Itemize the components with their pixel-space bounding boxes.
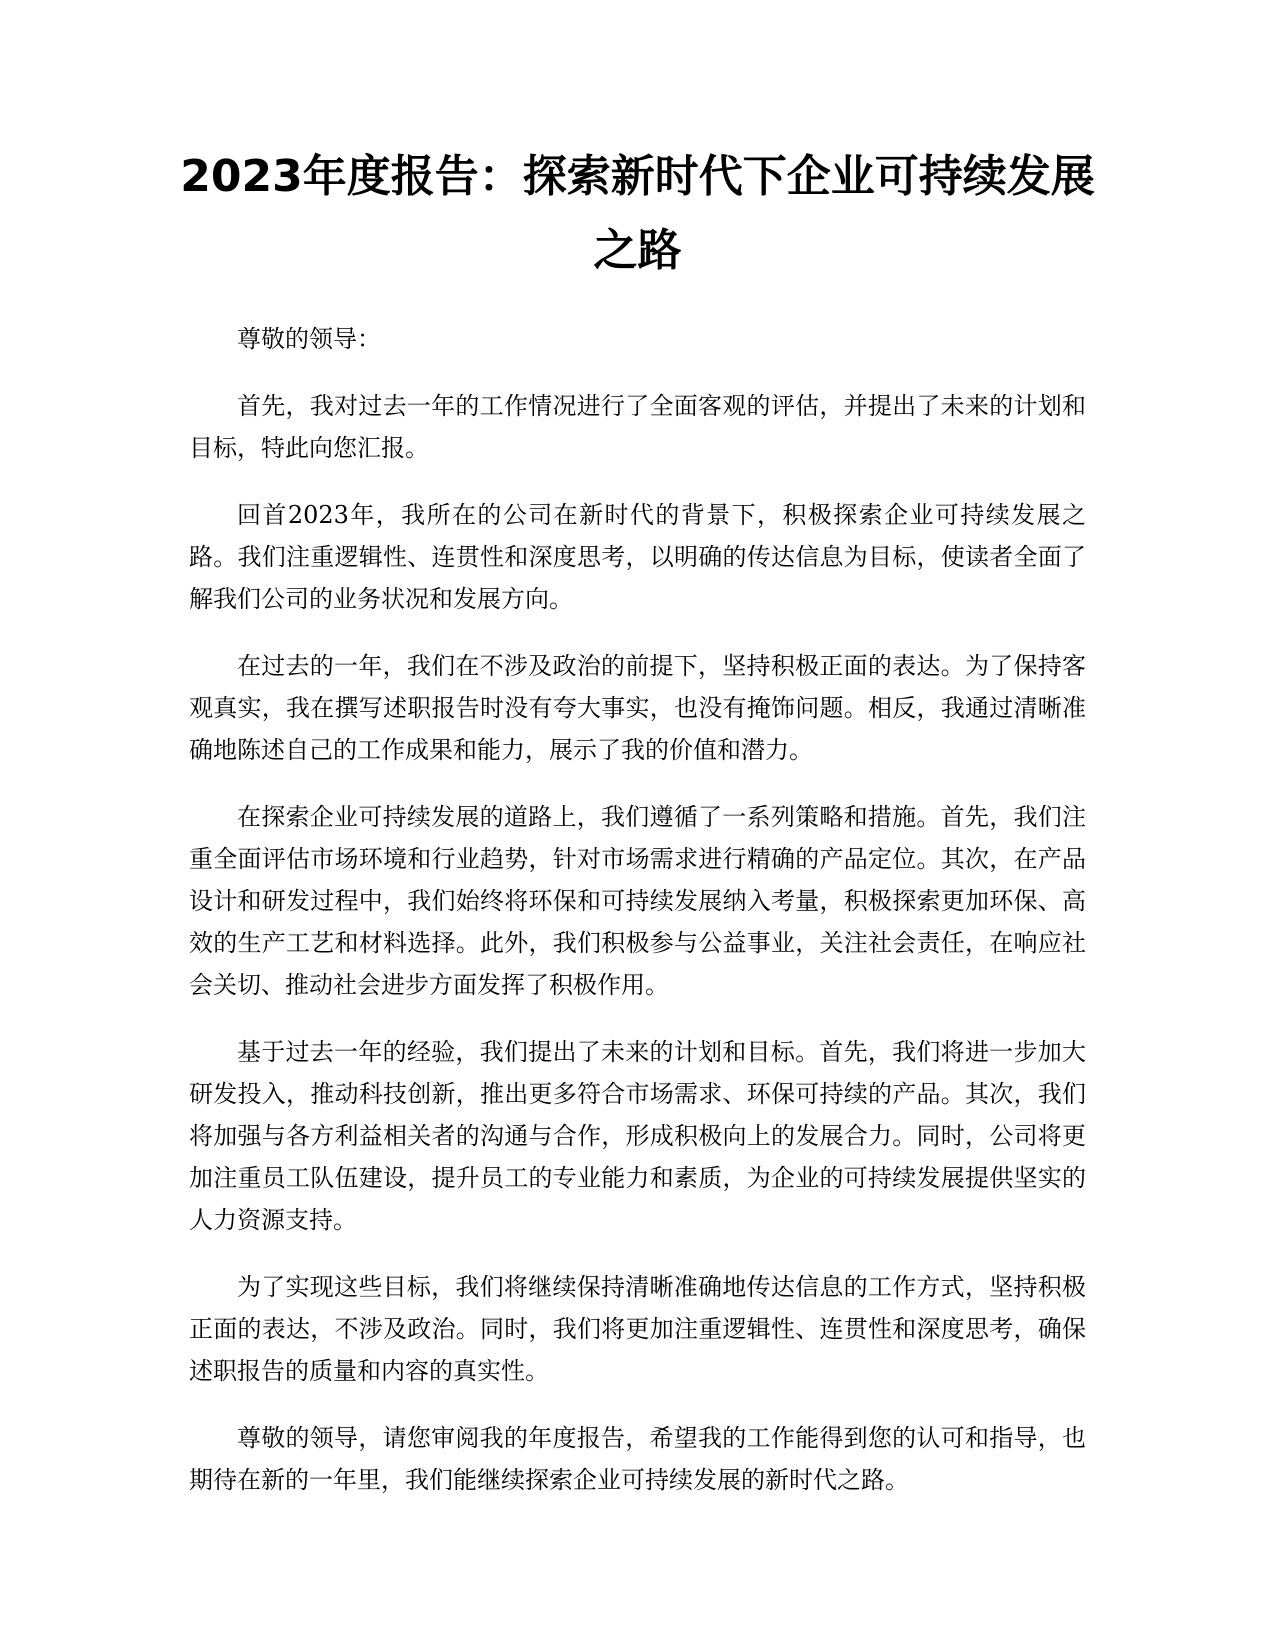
document-title: 2023年度报告：探索新时代下企业可持续发展之路 — [180, 151, 1095, 276]
body-paragraph: 基于过去一年的经验，我们提出了未来的计划和目标。首先，我们将进一步加大研发投入，推动科技创新，推出更多符合市场需求、环保可持续的产品。其次，我们将加强与各方利益相关者的沟通与合作，形成积极向上的发展合力。同时，公司将更加注重员工队伍建设，提升员工的专业能力和素质，为企业的可持续发展提供坚实的人力资源支持。 — [189, 1038, 1086, 1234]
body-paragraph: 首先，我对过去一年的工作情况进行了全面客观的评估，并提出了未来的计划和目标，特此向您汇报。 — [189, 392, 1086, 462]
salutation-paragraph: 尊敬的领导： — [237, 325, 381, 353]
body-paragraph: 在探索企业可持续发展的道路上，我们遵循了一系列策略和措施。首先，我们注重全面评估市场环境和行业趋势，针对市场需求进行精确的产品定位。其次，在产品设计和研发过程中，我们始终将环保和可持续发展纳入考量，积极探索更加环保、高效的生产工艺和材料选择。此外，我们积极参与公益事业，关注社会责任，在响应社会关切、推动社会进步方面发挥了积极作用。 — [189, 803, 1086, 999]
body-paragraph: 在过去的一年，我们在不涉及政治的前提下，坚持积极正面的表达。为了保持客观真实，我在撰写述职报告时没有夸大事实，也没有掩饰问题。相反，我通过清晰准确地陈述自己的工作成果和能力，展示了我的价值和潜力。 — [189, 652, 1086, 764]
body-paragraph: 回首2023年，我所在的公司在新时代的背景下，积极探索企业可持续发展之路。我们注重逻辑性、连贯性和深度思考，以明确的传达信息为目标，使读者全面了解我们公司的业务状况和发展方向。 — [189, 501, 1086, 613]
closing-paragraph: 尊敬的领导，请您审阅我的年度报告，希望我的工作能得到您的认可和指导，也期待在新的一年里，我们能继续探索企业可持续发展的新时代之路。 — [189, 1424, 1086, 1494]
body-paragraph: 为了实现这些目标，我们将继续保持清晰准确地传达信息的工作方式，坚持积极正面的表达，不涉及政治。同时，我们将更加注重逻辑性、连贯性和深度思考，确保述职报告的质量和内容的真实性。 — [189, 1273, 1086, 1385]
document-body — [189, 318, 1086, 1526]
